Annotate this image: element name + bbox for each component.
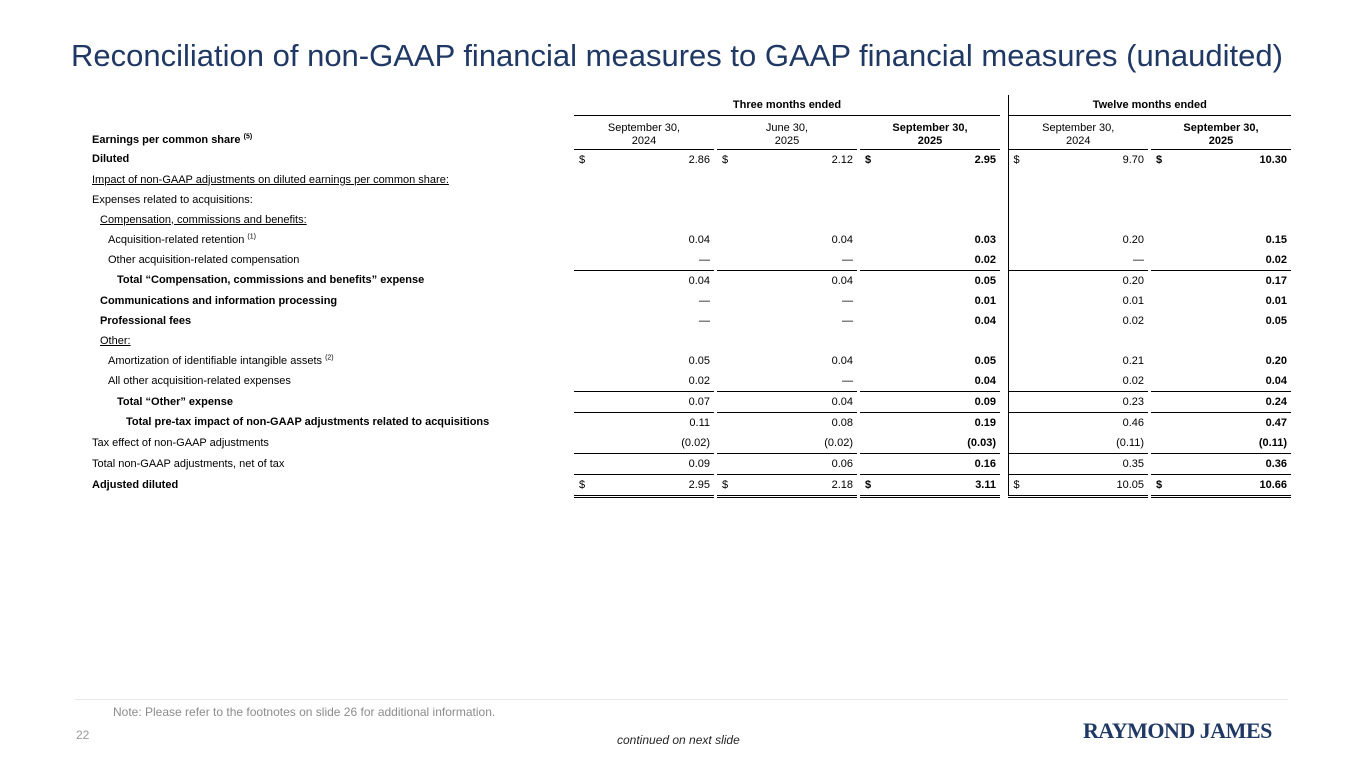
table-row bbox=[88, 250, 1291, 271]
table-row bbox=[88, 311, 1291, 331]
row-label-cell bbox=[88, 270, 574, 291]
value-cell: 0.20 bbox=[1122, 233, 1144, 246]
value-cell bbox=[733, 210, 857, 230]
currency-cell bbox=[1008, 291, 1024, 311]
value-cell: — bbox=[1133, 253, 1144, 266]
currency-cell bbox=[717, 291, 733, 311]
currency-cell: $ bbox=[1151, 474, 1167, 496]
table-row bbox=[88, 351, 1291, 371]
currency-cell bbox=[717, 412, 733, 433]
currency-cell bbox=[574, 351, 590, 371]
value-cell: 0.16 bbox=[876, 453, 1000, 474]
period-separator bbox=[1000, 170, 1008, 190]
row-header-cell bbox=[88, 115, 574, 149]
currency-cell bbox=[717, 250, 733, 271]
currency-cell bbox=[574, 190, 590, 210]
value-cell: 2.12 bbox=[831, 153, 853, 166]
row-label: Adjusted diluted bbox=[92, 479, 179, 491]
currency-cell: $ bbox=[722, 153, 729, 166]
period-separator bbox=[1000, 210, 1008, 230]
value-cell: — bbox=[842, 374, 853, 387]
value-cell: 0.46 bbox=[1024, 412, 1148, 433]
table-row bbox=[88, 391, 1291, 412]
currency-cell: $ bbox=[865, 153, 872, 166]
row-label-cell bbox=[88, 291, 574, 311]
row-label: Total “Compensation, commissions and benefits” expense bbox=[117, 274, 425, 287]
row-label-cell bbox=[88, 412, 574, 433]
value-cell: 10.66 bbox=[1167, 474, 1291, 496]
table-row bbox=[88, 170, 1291, 190]
period-separator bbox=[1000, 230, 1008, 250]
currency-cell bbox=[1008, 391, 1024, 412]
row-footnote-marker: (1) bbox=[247, 232, 256, 240]
currency-cell bbox=[717, 230, 733, 250]
value-cell: 0.04 bbox=[974, 374, 996, 387]
period-separator bbox=[1000, 351, 1008, 371]
currency-cell bbox=[1151, 371, 1167, 392]
row-label: Communications and information processing bbox=[100, 294, 338, 307]
row-label-cell bbox=[88, 331, 574, 351]
value-cell: 0.04 bbox=[733, 391, 857, 412]
currency-cell bbox=[717, 433, 733, 454]
column-header-0: September 30, 2024 bbox=[574, 115, 714, 149]
value-cell: 0.06 bbox=[733, 453, 857, 474]
value-cell: 0.09 bbox=[876, 391, 1000, 412]
row-label-cell bbox=[88, 311, 574, 331]
currency-cell bbox=[717, 270, 733, 291]
table-row bbox=[88, 190, 1291, 210]
row-label-cell bbox=[88, 149, 574, 170]
value-cell: 0.17 bbox=[1167, 270, 1291, 291]
currency-cell bbox=[1008, 230, 1024, 250]
value-cell: 0.04 bbox=[831, 233, 853, 246]
currency-cell bbox=[717, 190, 733, 210]
value-cell bbox=[876, 190, 1000, 210]
value-cell bbox=[590, 210, 714, 230]
table-row bbox=[88, 412, 1291, 433]
currency-cell bbox=[1151, 433, 1167, 454]
value-cell bbox=[1024, 210, 1148, 230]
currency-cell bbox=[574, 311, 590, 331]
value-cell bbox=[1024, 190, 1148, 210]
currency-cell bbox=[1008, 210, 1024, 230]
currency-cell bbox=[860, 190, 876, 210]
value-cell: — bbox=[842, 253, 853, 266]
value-cell: 9.70 bbox=[1122, 153, 1144, 166]
row-label: Expenses related to acquisitions: bbox=[92, 193, 253, 206]
value-cell bbox=[733, 190, 857, 210]
period-separator bbox=[1000, 453, 1008, 474]
currency-cell bbox=[1151, 210, 1167, 230]
footer-divider bbox=[75, 699, 1288, 700]
row-label-cell bbox=[88, 210, 574, 230]
currency-cell bbox=[1151, 331, 1167, 351]
period-separator bbox=[1000, 190, 1008, 210]
value-cell: — bbox=[699, 294, 710, 307]
currency-cell bbox=[717, 391, 733, 412]
value-cell: 0.04 bbox=[733, 270, 857, 291]
row-label: Total “Other” expense bbox=[117, 395, 233, 408]
eps-reconciliation-table bbox=[88, 95, 1291, 498]
currency-cell bbox=[574, 270, 590, 291]
table-row bbox=[88, 331, 1291, 351]
currency-cell bbox=[860, 412, 876, 433]
row-header-footnote: (5) bbox=[243, 133, 253, 141]
value-cell bbox=[1167, 210, 1291, 230]
currency-cell bbox=[860, 351, 876, 371]
table-row bbox=[88, 210, 1291, 230]
period-separator bbox=[1000, 433, 1008, 454]
currency-cell bbox=[574, 291, 590, 311]
row-label: All other acquisition-related expenses bbox=[108, 374, 291, 387]
currency-cell bbox=[574, 453, 590, 474]
row-label: Other: bbox=[100, 334, 131, 347]
period-separator bbox=[1000, 412, 1008, 433]
currency-cell bbox=[860, 433, 876, 454]
value-cell: 0.04 bbox=[974, 314, 996, 327]
column-header-2: September 30, 2025 bbox=[860, 115, 1000, 149]
value-cell: 0.09 bbox=[590, 453, 714, 474]
row-label-cell bbox=[88, 351, 574, 371]
value-cell: 0.02 bbox=[974, 253, 996, 266]
period-separator bbox=[1000, 474, 1008, 496]
value-cell bbox=[590, 190, 714, 210]
currency-cell bbox=[574, 250, 590, 271]
value-cell bbox=[1167, 170, 1291, 190]
table-row bbox=[88, 433, 1291, 454]
currency-cell bbox=[1008, 250, 1024, 271]
currency-cell bbox=[1151, 270, 1167, 291]
value-cell: — bbox=[699, 314, 710, 327]
currency-cell bbox=[1008, 453, 1024, 474]
currency-cell bbox=[574, 371, 590, 392]
currency-cell bbox=[1151, 170, 1167, 190]
currency-cell bbox=[1008, 351, 1024, 371]
value-cell bbox=[590, 170, 714, 190]
currency-cell bbox=[574, 412, 590, 433]
period-separator bbox=[1000, 391, 1008, 412]
table-row bbox=[88, 371, 1291, 392]
value-cell bbox=[1167, 190, 1291, 210]
value-cell: 0.19 bbox=[876, 412, 1000, 433]
value-cell bbox=[876, 170, 1000, 190]
value-cell: 0.08 bbox=[733, 412, 857, 433]
value-cell: 0.15 bbox=[1265, 233, 1287, 246]
value-cell: 0.02 bbox=[688, 374, 710, 387]
currency-cell bbox=[860, 291, 876, 311]
value-cell: (0.11) bbox=[1258, 436, 1287, 449]
value-cell: 0.04 bbox=[1265, 374, 1287, 387]
value-cell: 0.07 bbox=[590, 391, 714, 412]
period-separator bbox=[1000, 149, 1008, 170]
currency-cell bbox=[1151, 291, 1167, 311]
row-header-label: Earnings per common share bbox=[92, 134, 241, 146]
currency-cell bbox=[860, 331, 876, 351]
row-label-cell bbox=[88, 391, 574, 412]
row-footnote-marker: (2) bbox=[325, 353, 334, 361]
currency-cell: $ bbox=[1008, 474, 1024, 496]
value-cell: (0.02) bbox=[824, 436, 853, 449]
column-header-3: September 30, 2024 bbox=[1008, 115, 1148, 149]
currency-cell bbox=[717, 331, 733, 351]
table-row bbox=[88, 474, 1291, 496]
currency-cell: $ bbox=[574, 474, 590, 496]
currency-cell bbox=[860, 391, 876, 412]
value-cell: 0.24 bbox=[1167, 391, 1291, 412]
value-cell: 0.23 bbox=[1024, 391, 1148, 412]
table-row bbox=[88, 291, 1291, 311]
currency-cell bbox=[1008, 270, 1024, 291]
value-cell: 0.02 bbox=[1122, 374, 1144, 387]
value-cell: 0.05 bbox=[974, 354, 996, 367]
value-cell: 0.21 bbox=[1122, 354, 1144, 367]
period-separator bbox=[1000, 291, 1008, 311]
value-cell bbox=[1024, 170, 1148, 190]
currency-cell bbox=[1151, 190, 1167, 210]
currency-cell bbox=[574, 433, 590, 454]
value-cell: 2.95 bbox=[974, 153, 996, 166]
currency-cell bbox=[1008, 412, 1024, 433]
value-cell: (0.02) bbox=[681, 436, 710, 449]
currency-cell bbox=[574, 230, 590, 250]
currency-cell bbox=[860, 250, 876, 271]
table-row bbox=[88, 149, 1291, 170]
value-cell: 0.04 bbox=[590, 270, 714, 291]
currency-cell bbox=[1151, 250, 1167, 271]
value-cell bbox=[590, 331, 714, 351]
value-cell: 0.20 bbox=[1265, 354, 1287, 367]
value-cell bbox=[876, 331, 1000, 351]
value-cell: 0.01 bbox=[1122, 294, 1144, 307]
row-label-cell bbox=[88, 433, 574, 454]
value-cell: 3.11 bbox=[876, 474, 1000, 496]
value-cell: 0.05 bbox=[688, 354, 710, 367]
value-cell: 0.04 bbox=[831, 354, 853, 367]
currency-cell: $ bbox=[1013, 153, 1020, 166]
currency-cell bbox=[1008, 190, 1024, 210]
table-row bbox=[88, 230, 1291, 250]
value-cell: (0.11) bbox=[1116, 436, 1144, 449]
value-cell: — bbox=[842, 314, 853, 327]
currency-cell bbox=[574, 391, 590, 412]
value-cell: 0.01 bbox=[1265, 294, 1287, 307]
period-separator bbox=[1000, 270, 1008, 291]
value-cell: 0.20 bbox=[1024, 270, 1148, 291]
period-separator bbox=[1000, 371, 1008, 392]
page-number: 22 bbox=[76, 728, 90, 742]
value-cell: (0.03) bbox=[967, 436, 996, 449]
currency-cell bbox=[717, 210, 733, 230]
value-cell: 2.95 bbox=[590, 474, 714, 496]
row-label: Amortization of identifiable intangible assets bbox=[108, 354, 323, 367]
continued-label: continued on next slide bbox=[617, 733, 740, 747]
currency-cell bbox=[1151, 311, 1167, 331]
currency-cell bbox=[1151, 453, 1167, 474]
currency-cell bbox=[860, 311, 876, 331]
period-separator bbox=[1000, 331, 1008, 351]
currency-cell bbox=[574, 210, 590, 230]
row-label: Diluted bbox=[92, 153, 130, 166]
currency-cell bbox=[574, 331, 590, 351]
value-cell: 2.18 bbox=[733, 474, 857, 496]
currency-cell: $ bbox=[717, 474, 733, 496]
value-cell: 0.47 bbox=[1167, 412, 1291, 433]
value-cell: — bbox=[699, 253, 710, 266]
currency-cell bbox=[1151, 230, 1167, 250]
value-cell: 0.05 bbox=[1265, 314, 1287, 327]
column-header-4: September 30, 2025 bbox=[1151, 115, 1291, 149]
currency-cell bbox=[717, 311, 733, 331]
column-header-1: June 30, 2025 bbox=[717, 115, 857, 149]
row-label: Total non-GAAP adjustments, net of tax bbox=[92, 457, 285, 470]
row-label: Tax effect of non-GAAP adjustments bbox=[92, 436, 269, 449]
value-cell: 0.35 bbox=[1024, 453, 1148, 474]
period-group-header-row bbox=[88, 95, 1291, 115]
currency-cell bbox=[574, 170, 590, 190]
row-label: Impact of non-GAAP adjustments on diluted earnings per common share: bbox=[92, 173, 449, 186]
currency-cell bbox=[860, 230, 876, 250]
currency-cell bbox=[717, 351, 733, 371]
period-separator bbox=[1000, 250, 1008, 271]
currency-cell bbox=[717, 170, 733, 190]
three-months-header: Three months ended bbox=[574, 95, 1000, 115]
value-cell: 0.36 bbox=[1167, 453, 1291, 474]
row-label-cell bbox=[88, 371, 574, 392]
value-cell: 0.03 bbox=[974, 233, 996, 246]
value-cell bbox=[733, 331, 857, 351]
row-label-cell bbox=[88, 474, 574, 496]
value-cell: 0.02 bbox=[1265, 253, 1287, 266]
currency-cell bbox=[1008, 433, 1024, 454]
currency-cell bbox=[1008, 170, 1024, 190]
value-cell bbox=[1024, 331, 1148, 351]
row-label-cell bbox=[88, 453, 574, 474]
currency-cell bbox=[1151, 412, 1167, 433]
currency-cell bbox=[860, 371, 876, 392]
value-cell bbox=[1167, 331, 1291, 351]
table-row bbox=[88, 453, 1291, 474]
row-label: Professional fees bbox=[100, 314, 192, 327]
column-header-row bbox=[88, 115, 1291, 149]
value-cell: 10.05 bbox=[1024, 474, 1148, 496]
currency-cell bbox=[717, 371, 733, 392]
twelve-months-header: Twelve months ended bbox=[1008, 95, 1291, 115]
table-row bbox=[88, 270, 1291, 291]
currency-cell bbox=[860, 170, 876, 190]
row-label: Other acquisition-related compensation bbox=[108, 253, 300, 266]
currency-cell bbox=[1151, 351, 1167, 371]
currency-cell bbox=[1008, 311, 1024, 331]
value-cell bbox=[733, 170, 857, 190]
currency-cell: $ bbox=[860, 474, 876, 496]
currency-cell: $ bbox=[579, 153, 586, 166]
footnote-note: Note: Please refer to the footnotes on slide 26 for additional information. bbox=[113, 705, 496, 719]
value-cell: 2.86 bbox=[688, 153, 710, 166]
currency-cell bbox=[1008, 371, 1024, 392]
value-cell: 0.04 bbox=[688, 233, 710, 246]
value-cell: 0.02 bbox=[1122, 314, 1144, 327]
row-label-cell bbox=[88, 250, 574, 271]
row-label-cell bbox=[88, 230, 574, 250]
row-label: Compensation, commissions and benefits: bbox=[100, 213, 307, 226]
row-label-cell bbox=[88, 190, 574, 210]
currency-cell bbox=[860, 453, 876, 474]
row-label: Total pre-tax impact of non-GAAP adjustments related to acquisitions bbox=[126, 416, 490, 429]
row-label: Acquisition-related retention bbox=[108, 233, 245, 246]
value-cell: 0.01 bbox=[974, 294, 996, 307]
currency-cell: $ bbox=[1156, 153, 1163, 166]
currency-cell bbox=[860, 210, 876, 230]
value-cell: 10.30 bbox=[1259, 153, 1287, 166]
value-cell bbox=[876, 210, 1000, 230]
page-title: Reconciliation of non-GAAP financial measures to GAAP financial measures (unaudited) bbox=[71, 38, 1283, 73]
currency-cell bbox=[1151, 391, 1167, 412]
period-separator bbox=[1000, 311, 1008, 331]
currency-cell bbox=[1008, 331, 1024, 351]
currency-cell bbox=[717, 453, 733, 474]
currency-cell bbox=[860, 270, 876, 291]
value-cell: 0.11 bbox=[590, 412, 714, 433]
raymond-james-logo: RAYMOND JAMES bbox=[1083, 718, 1272, 743]
value-cell: — bbox=[842, 294, 853, 307]
table-body bbox=[88, 149, 1291, 496]
row-label-cell bbox=[88, 170, 574, 190]
value-cell: 0.05 bbox=[876, 270, 1000, 291]
